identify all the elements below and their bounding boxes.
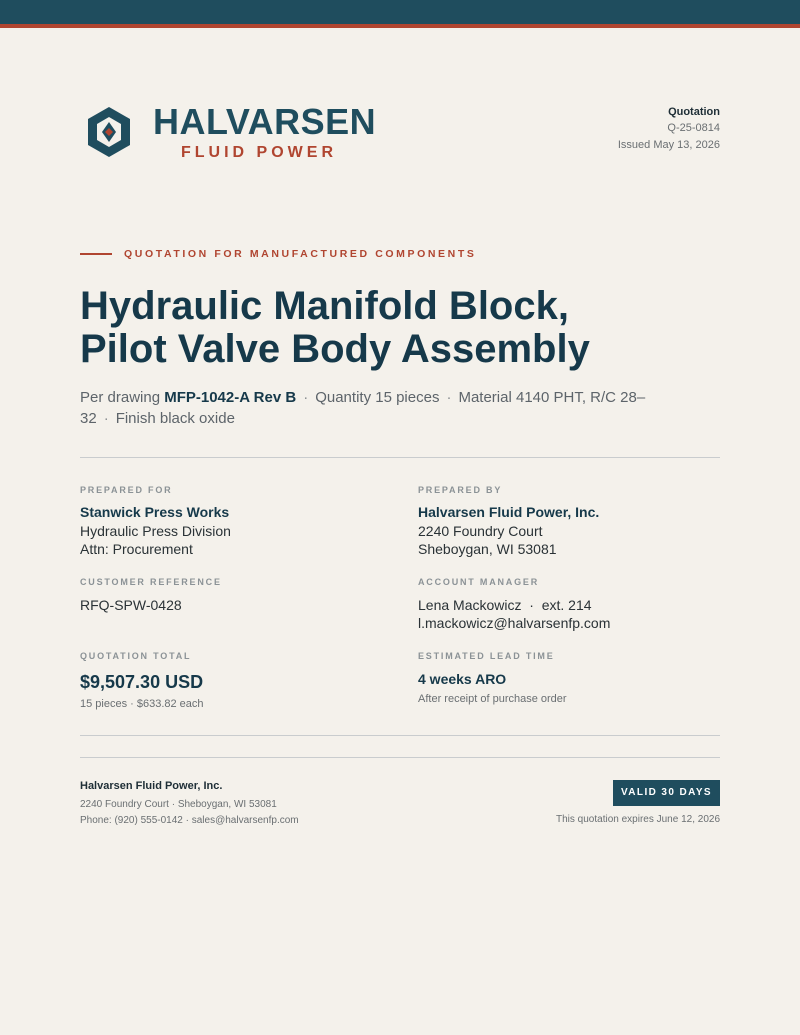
lead-time-value: 4 weeks ARO [418,671,507,687]
finish-spec: Finish black oxide [115,410,235,427]
drawing-prefix: Per drawing [80,389,161,406]
customer-company: Stanwick Press Works [80,504,230,520]
quantity-spec: Quantity 15 pieces [315,389,440,406]
document-eyebrow: QUOTATION FOR MANUFACTURED COMPONENTS [124,248,477,260]
hexagon-logo-icon [86,105,132,159]
separator-dot: · [303,389,309,406]
customer-reference-label: CUSTOMER REFERENCE [80,577,222,587]
customer-attention: Attn: Procurement [80,541,193,557]
account-manager-email[interactable]: l.mackowicz@halvarsenfp.com [418,615,611,631]
header-accent-rule [0,24,800,28]
material-spec: Material 4140 PHT, R/C 28–32 [80,389,646,427]
separator-dot: · [103,410,109,427]
drawing-number: MFP-1042-A Rev B [164,389,297,406]
quotation-total-detail: 15 pieces · $633.82 each [80,698,204,710]
expiration-note: This quotation expires June 12, 2026 [556,814,720,825]
account-manager-name: Lena Mackowicz · ext. 214 [418,597,592,613]
footer-company: Halvarsen Fluid Power, Inc. [80,780,223,792]
supplier-street: 2240 Foundry Court [418,523,543,539]
footer-contact: Phone: (920) 555-0142 · sales@halvarsenfp.com [80,815,299,826]
lead-time-detail: After receipt of purchase order [418,693,567,705]
quotation-label: Quotation [668,106,720,118]
footer-address: 2240 Foundry Court · Sheboygan, WI 53081 [80,799,277,810]
customer-division: Hydraulic Press Division [80,523,231,539]
validity-badge: VALID 30 DAYS [613,780,720,806]
brand-subtitle: FLUID POWER [181,144,337,161]
header-band [0,0,800,24]
issue-date: Issued May 13, 2026 [617,139,720,151]
brand-name: HALVARSEN [153,101,377,142]
quotation-info [618,105,720,154]
footer-divider [80,757,720,758]
prepared-for-label: PREPARED FOR [80,485,173,495]
prepared-by-label: PREPARED BY [418,485,503,495]
eyebrow-rule [80,253,112,255]
account-manager-label: ACCOUNT MANAGER [418,577,539,587]
quotation-number: Q-25-0814 [667,122,720,134]
document-title [80,285,740,371]
title-line-2: Pilot Valve Body Assembly [80,327,590,371]
section-divider [80,457,720,458]
quotation-total-label: QUOTATION TOTAL [80,651,192,661]
separator-dot: · [446,389,452,406]
lead-time-label: ESTIMATED LEAD TIME [418,651,555,661]
quotation-total-amount: $9,507.30 USD [80,672,204,692]
supplier-city: Sheboygan, WI 53081 [418,541,557,557]
supplier-company: Halvarsen Fluid Power, Inc. [418,504,600,520]
section-divider [80,735,720,736]
spec-summary [80,387,720,429]
title-line-1: Hydraulic Manifold Block, [80,284,569,328]
customer-reference-value: RFQ-SPW-0428 [80,597,182,613]
